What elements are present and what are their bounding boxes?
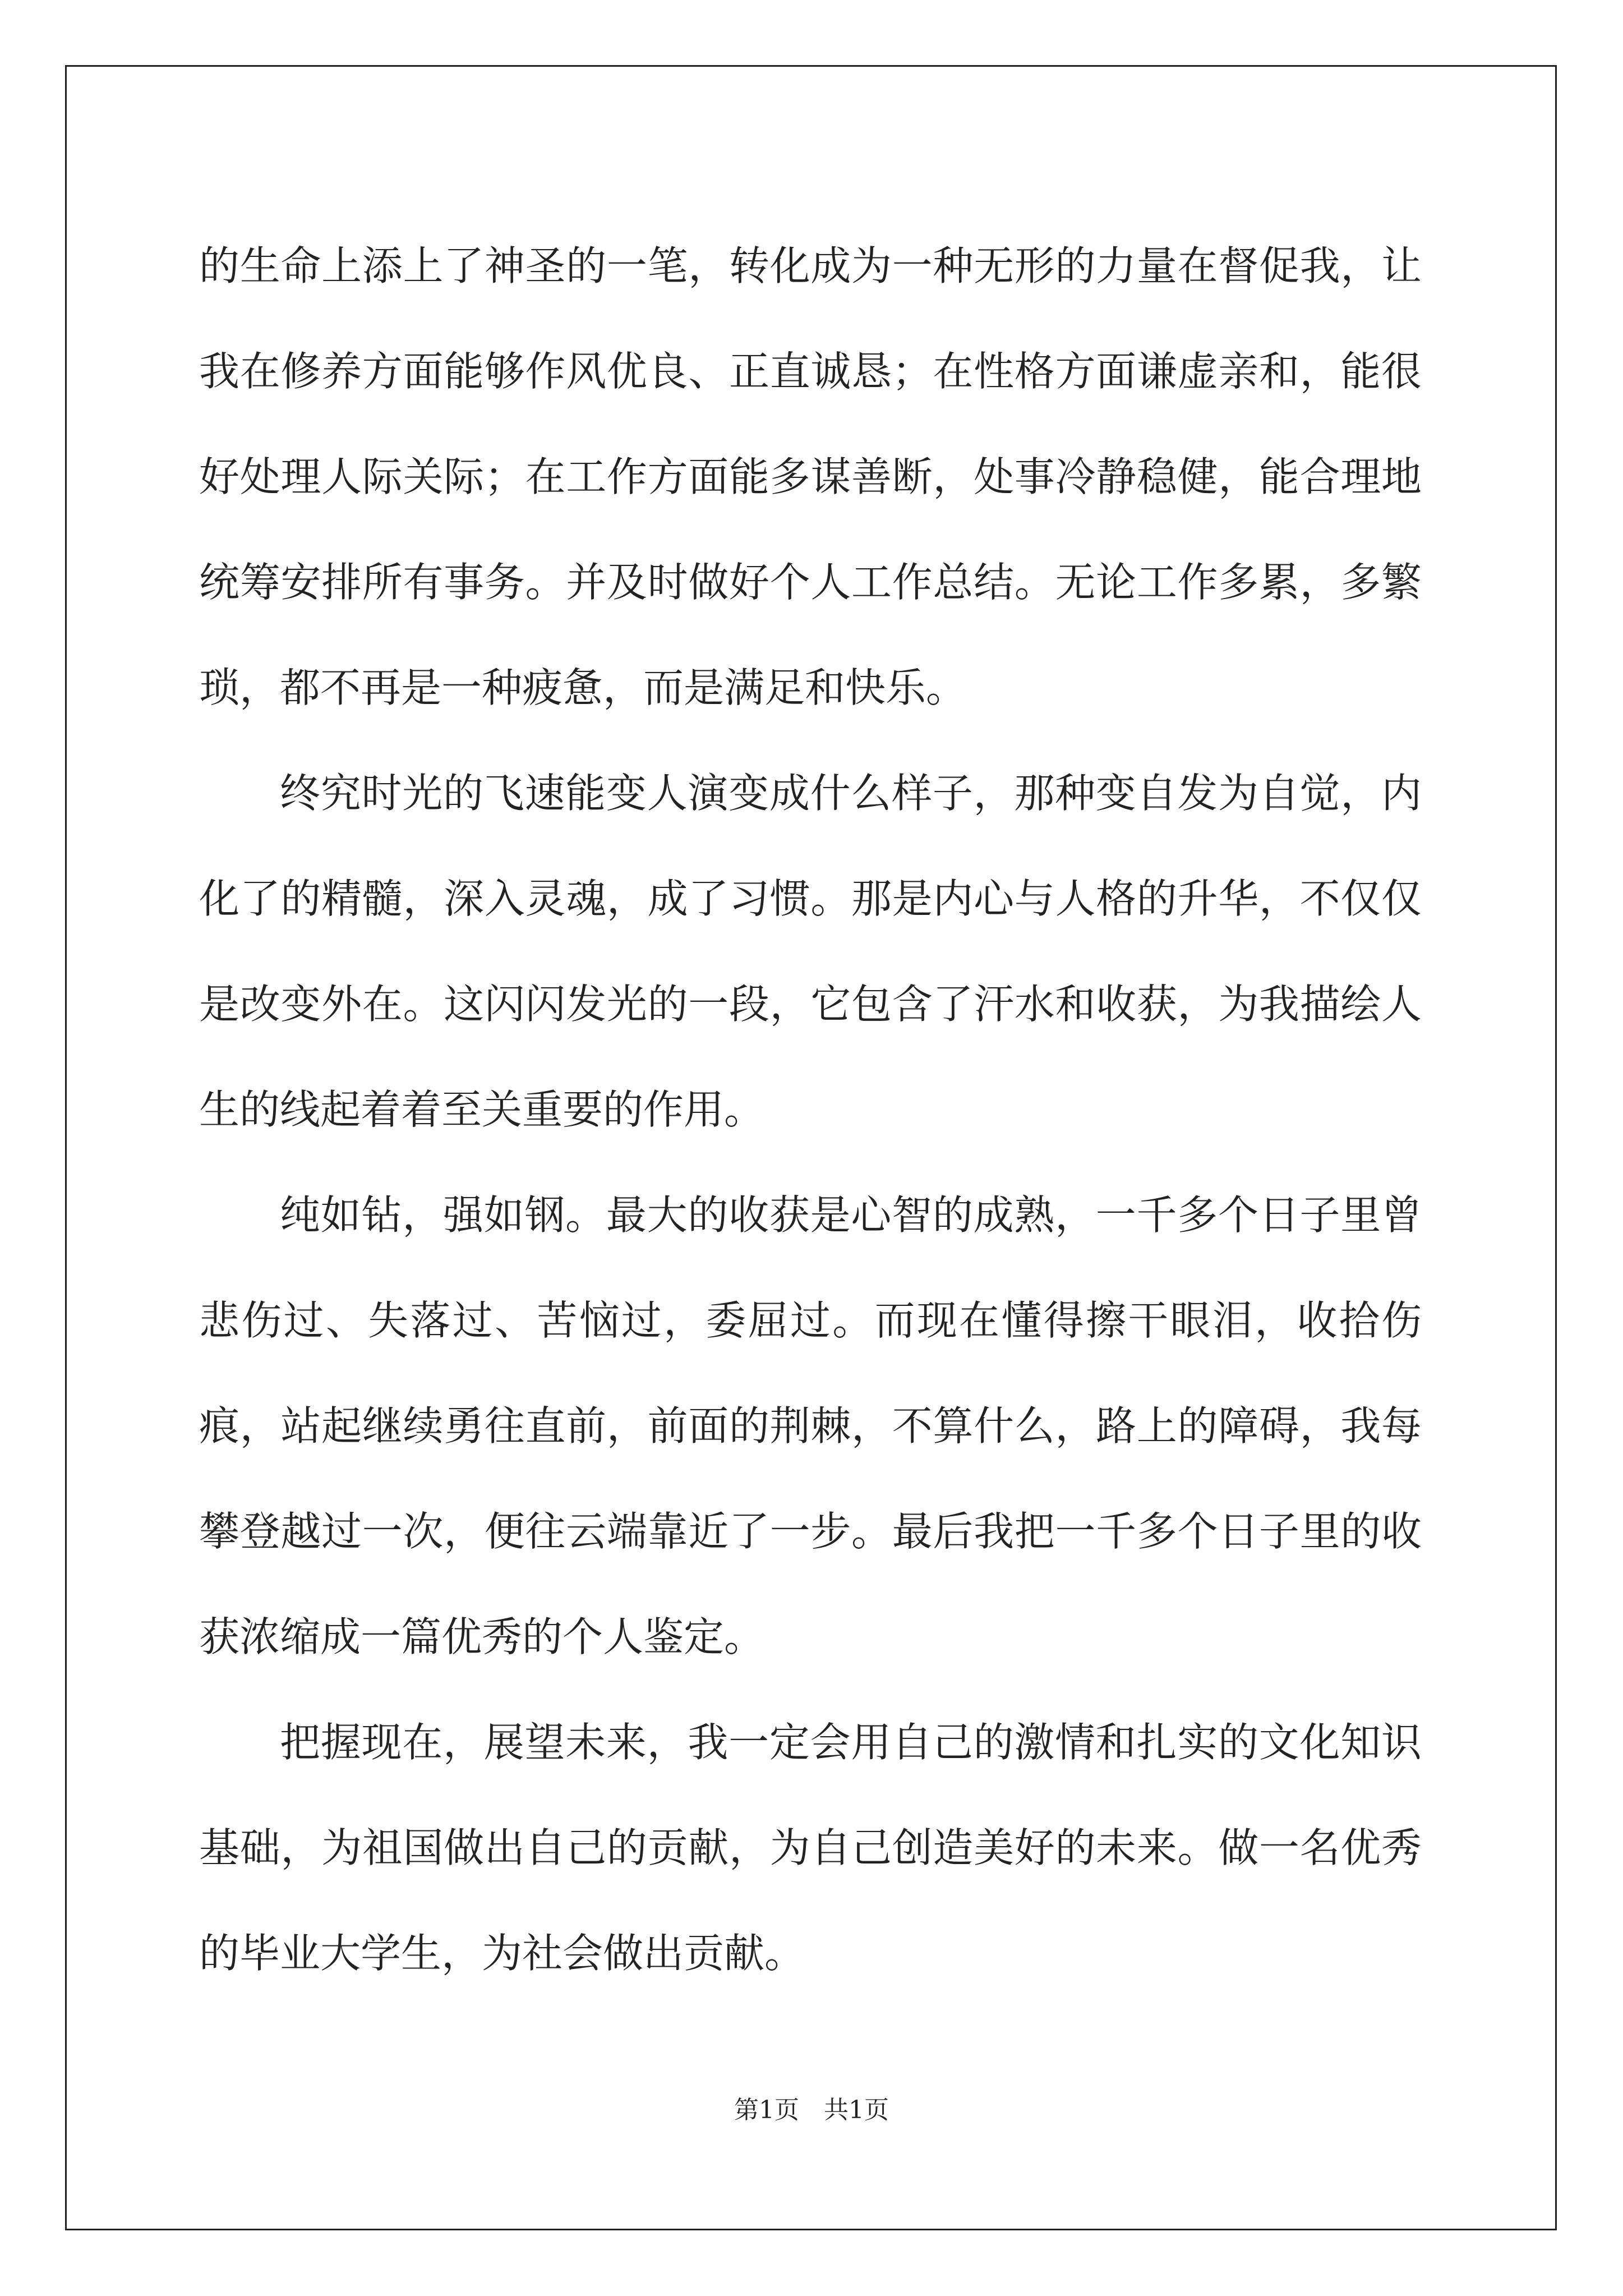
paragraph: 的生命上添上了神圣的一笔，转化成为一种无形的力量在督促我，让我在修养方面能够作风优良、正直诚恳；在性格方面谦虚亲和，能很好处理人际关际；在工作方面能多谋善断，处事冷静稳健，能合理地统筹安排所有事务。并及时做好个人工作总结。无论工作多累，多繁琐，都不再是一种疲惫，而是满足和快乐。 — [199, 242, 1422, 711]
page-footer: 第1页 共1页 — [734, 2096, 889, 2124]
paragraph: 把握现在，展望未来，我一定会用自己的激情和扎实的文化知识基础，为祖国做出自己的贡献，为自己创造美好的未来。做一名优秀的毕业大学生，为社会做出贡献。 — [199, 1719, 1422, 1977]
paragraph: 纯如钻，强如钢。最大的收获是心智的成熟，一千多个日子里曾悲伤过、失落过、苦恼过，委屈过。而现在懂得擦干眼泪，收拾伤痕，站起继续勇往直前，前面的荆棘，不算什么，路上的障碍，我每攀登越过一次，便往云端靠近了一步。最后我把一千多个日子里的收获浓缩成一篇优秀的个人鉴定。 — [199, 1191, 1422, 1660]
paragraph: 终究时光的飞速能变人演变成什么样子，那种变自发为自觉，内化了的精髓，深入灵魂，成了习惯。那是内心与人格的升华，不仅仅是改变外在。这闪闪发光的一段，它包含了汗水和收获，为我描绘人生的线起着着至关重要的作用。 — [199, 770, 1422, 1133]
document-body — [199, 213, 1422, 2006]
